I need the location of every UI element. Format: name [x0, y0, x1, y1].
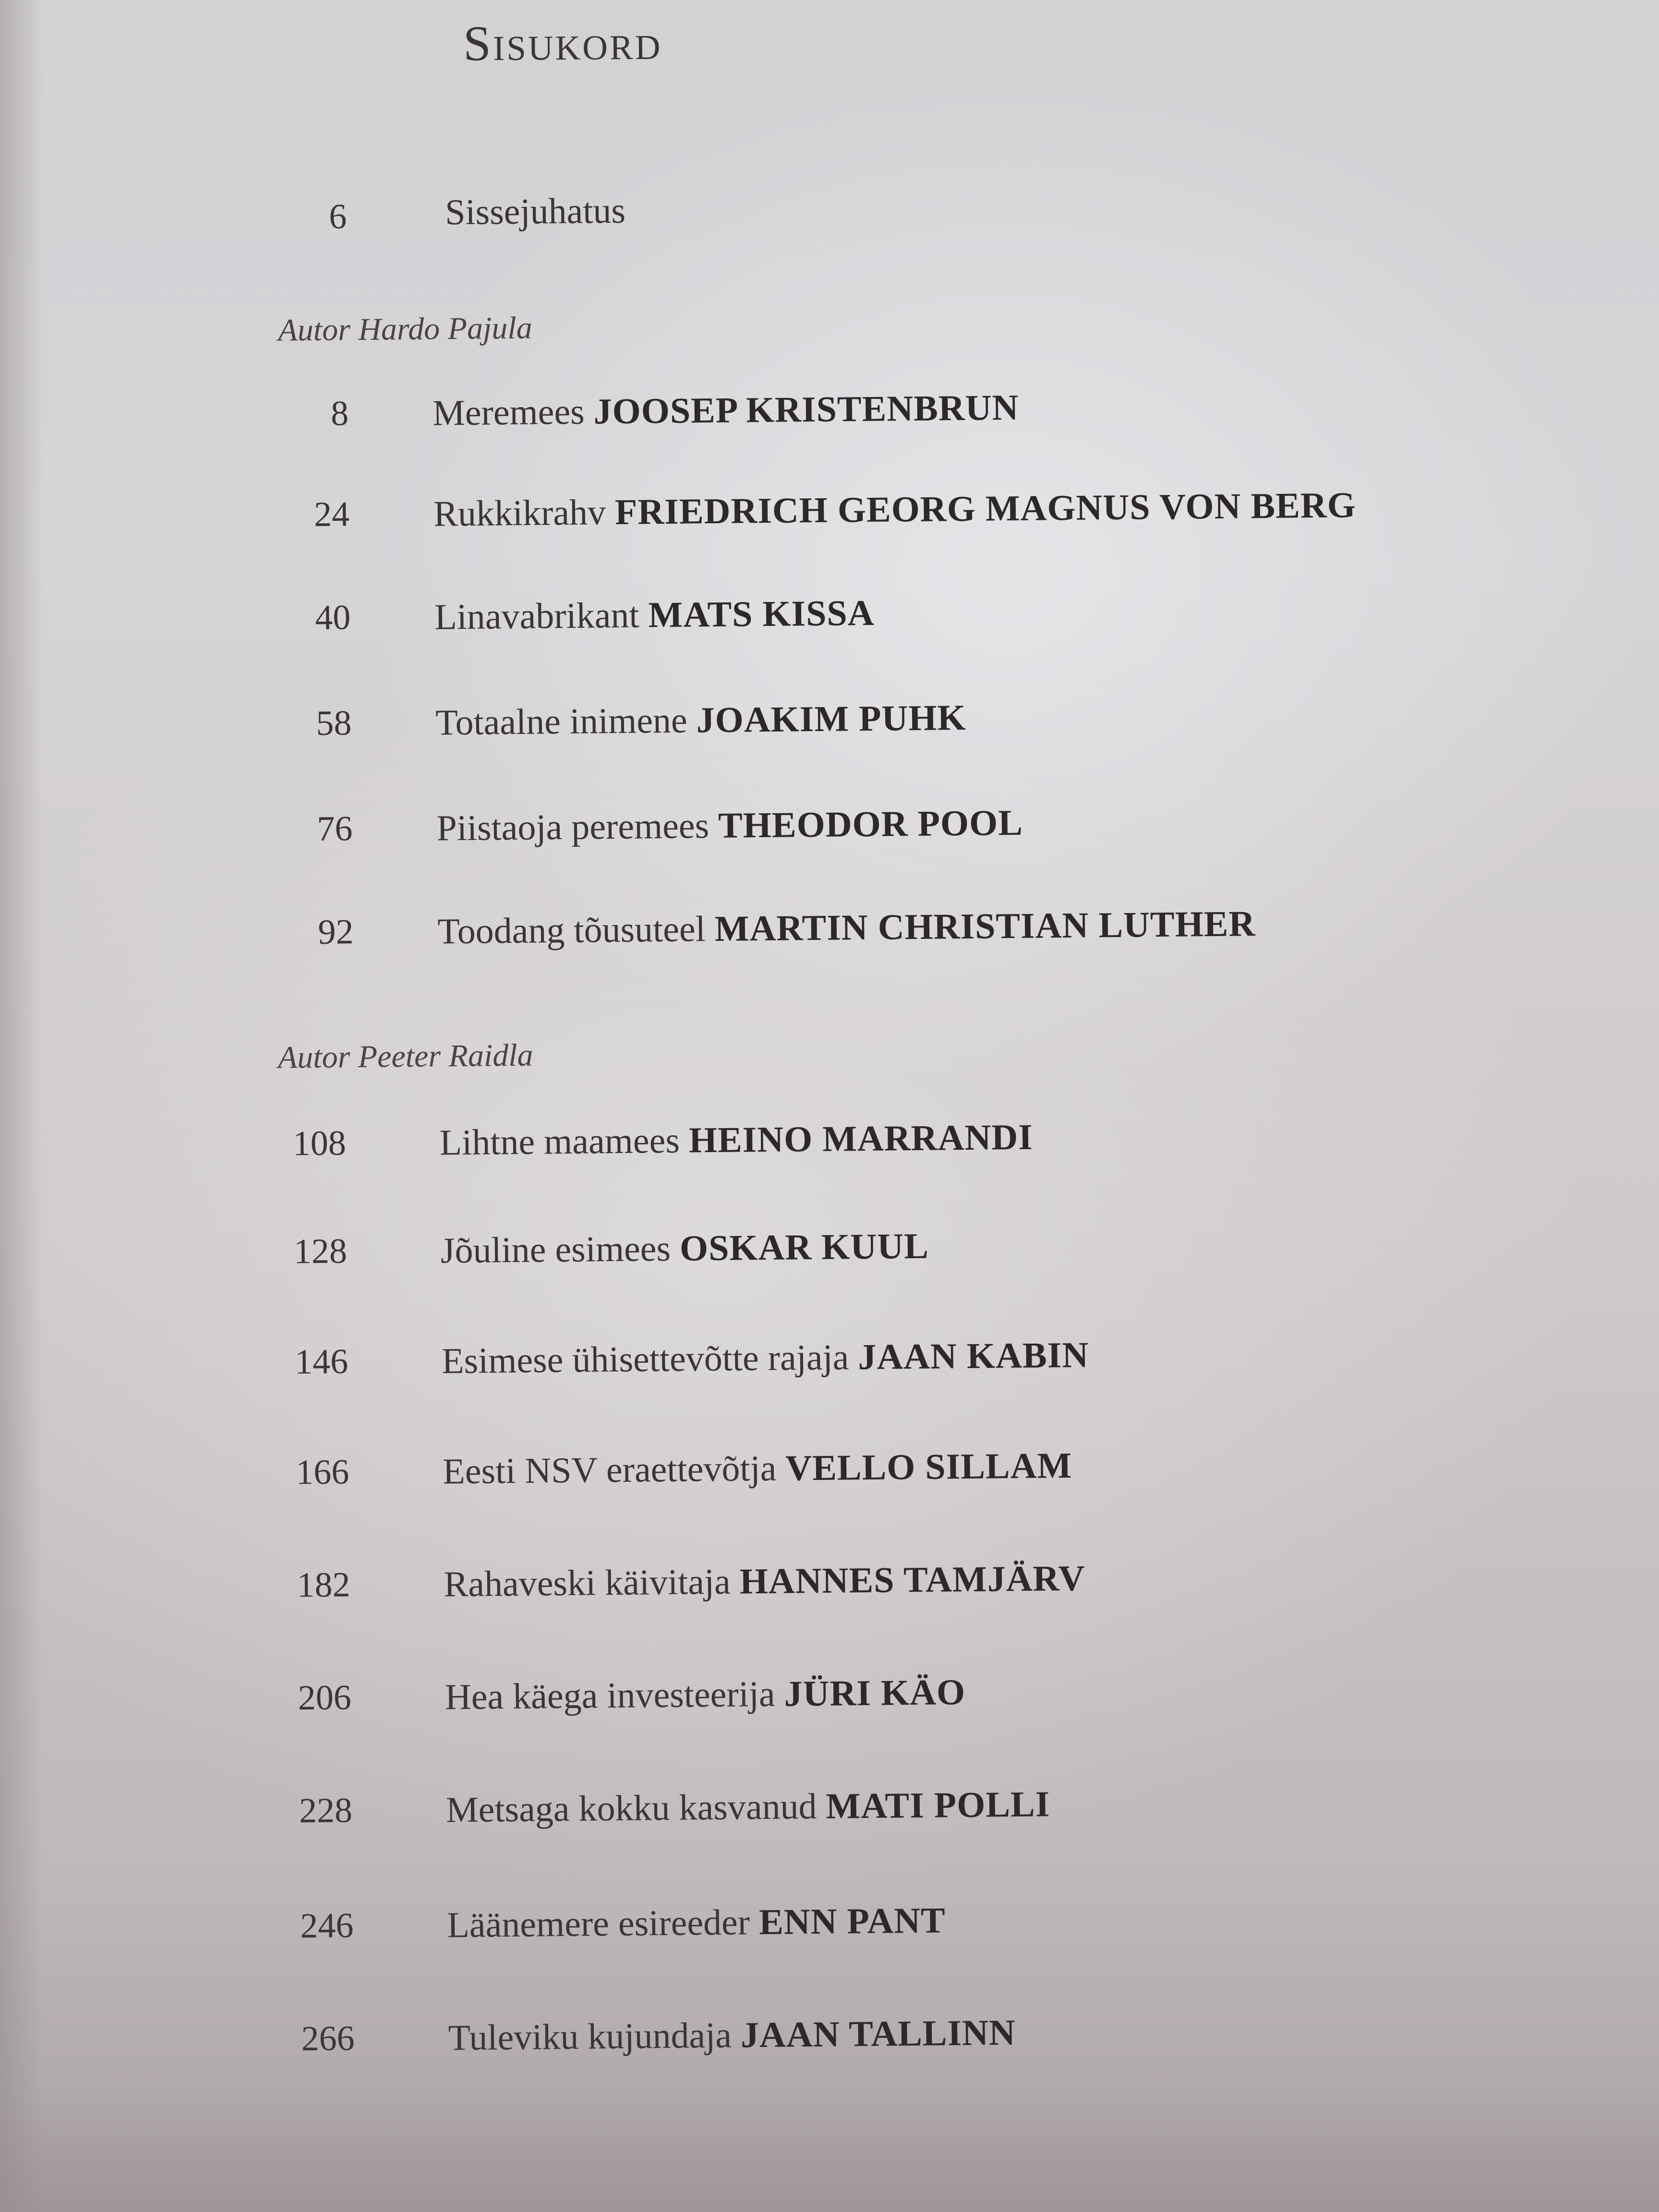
page-number: 40 — [314, 598, 351, 637]
entry-label: Tuleviku kujundaja — [448, 2015, 732, 2058]
page-number: 182 — [297, 1565, 350, 1605]
page-number: 6 — [328, 197, 347, 237]
entry-person-name: MARTIN CHRISTIAN LUTHER — [714, 903, 1256, 950]
toc-entry — [266, 1334, 1089, 1395]
entry-label: Rahaveski käivitaja — [444, 1561, 731, 1605]
entry-person-name: JAAN KABIN — [858, 1334, 1089, 1378]
entry-label: Rukkikrahv — [433, 492, 606, 534]
entry-person-name: ENN PANT — [758, 1900, 946, 1943]
entry-label: Jõuline esimees — [440, 1228, 671, 1271]
entry-label: Sissejuhatus — [445, 190, 626, 233]
toc-entry — [268, 1558, 1086, 1618]
entry-label: Piistaoja peremees — [436, 805, 709, 849]
page-number: 146 — [294, 1342, 349, 1382]
entry-person-name: HEINO MARRANDI — [688, 1117, 1034, 1161]
page-number: 24 — [313, 494, 350, 534]
entry-person-name: JOOSEP KRISTENBRUN — [593, 387, 1019, 432]
entry-person-name: HANNES TAMJÄRV — [739, 1558, 1086, 1602]
author-heading: Autor Hardo Pajula — [278, 310, 533, 348]
page-number: 166 — [295, 1452, 349, 1492]
entry-label: Linavabrikant — [434, 595, 639, 637]
page-number: 8 — [330, 394, 349, 433]
entry-label: Esimese ühisettevõtte rajaja — [441, 1337, 849, 1382]
page-number: 128 — [293, 1231, 348, 1272]
entry-person-name: JOAKIM PUHK — [696, 697, 967, 741]
entry-label: Eesti NSV eraettevõtja — [442, 1448, 777, 1492]
page-number: 108 — [292, 1123, 347, 1164]
page-number: 76 — [317, 809, 353, 849]
toc-entry — [265, 1226, 929, 1285]
page-title: Sisukord — [463, 14, 662, 72]
page-number: 246 — [300, 1906, 354, 1946]
entry-person-name: THEODOR POOL — [718, 802, 1023, 846]
entry-person-name: JÜRI KÄO — [784, 1672, 966, 1714]
entry-label: Meremees — [432, 391, 585, 433]
entry-label: Toodang tõusuteel — [437, 909, 706, 952]
entry-person-name: MATI POLLI — [826, 1784, 1050, 1827]
entry-person-name: JAAN TALLINN — [740, 2012, 1016, 2056]
page-number: 266 — [301, 2019, 355, 2059]
entry-label: Metsaga kokku kasvanud — [445, 1786, 817, 1830]
toc-entry — [269, 1672, 966, 1731]
entry-label: Läänemere esireeder — [446, 1902, 750, 1946]
entry-label: Totaalne inimene — [435, 700, 688, 743]
page-number: 58 — [315, 703, 352, 743]
page-number: 228 — [299, 1791, 353, 1831]
entry-person-name: VELLO SILLAM — [785, 1445, 1072, 1489]
entry-label: Lihtne maamees — [439, 1120, 680, 1163]
entry-label: Hea käega investeerija — [445, 1673, 776, 1718]
entry-person-name: MATS KISSA — [648, 592, 875, 636]
entry-person-name: FRIEDRICH GEORG MAGNUS VON BERG — [614, 485, 1357, 532]
page-number: 206 — [298, 1678, 352, 1718]
page-number: 92 — [318, 912, 354, 952]
toc-entry — [267, 1445, 1072, 1505]
entry-person-name: OSKAR KUUL — [679, 1226, 929, 1269]
author-heading: Autor Peeter Raidla — [277, 1037, 533, 1075]
